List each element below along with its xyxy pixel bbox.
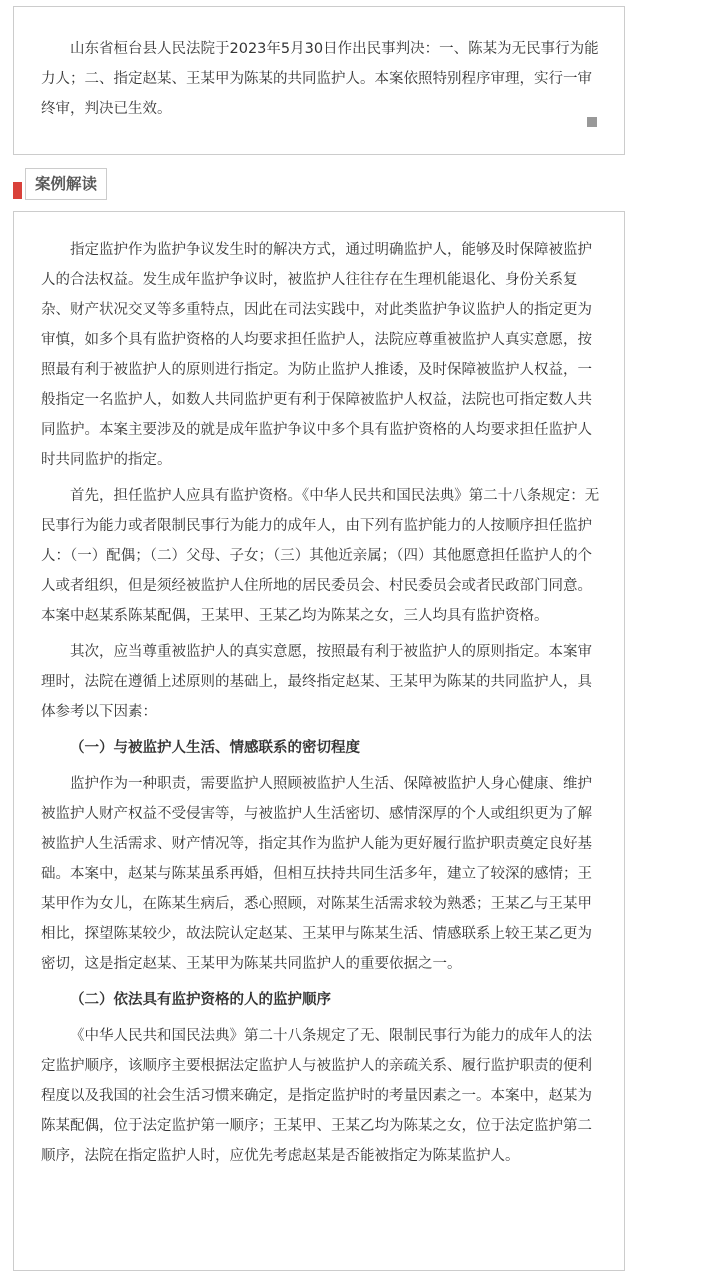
analysis-paragraph-5: 《中华人民共和国民法典》第二十八条规定了无、限制民事行为能力的成年人的法定监护顺序，该顺序主要根据法定监护人与被监护人的亲疏关系、履行监护职责的便利程度以及我国的社会生活习惯来确定，是指定监护时的考量因素之一。本案中，赵某为陈某配偶，位于法定监护第一顺序；王某甲、王某乙均为陈某之女，位于法定监护第二顺序，法院在指定监护人时，应优先考虑赵某是否能被指定为陈某监护人。 bbox=[41, 1028, 592, 1164]
judgment-summary-paragraph: 山东省桓台县人民法院于2023年5月30日作出民事判决：一、陈某为无民事行为能力人；二、指定赵某、王某甲为陈某的共同监护人。本案依照特别程序审理，实行一审终审，判决已生效。 bbox=[41, 41, 599, 117]
analysis-paragraph-3: 其次，应当尊重被监护人的真实意愿，按照最有利于被监护人的原则指定。本案审理时，法院在遵循上述原则的基础上，最终指定赵某、王某甲为陈某的共同监护人，具体参考以下因素： bbox=[41, 644, 592, 720]
analysis-heading-1: （一）与被监护人生活、情感联系的密切程度 bbox=[70, 740, 360, 756]
section-accent-bar bbox=[13, 182, 22, 199]
analysis-heading-2: （二）依法具有监护资格的人的监护顺序 bbox=[70, 992, 331, 1008]
analysis-paragraph-1: 指定监护作为监护争议发生时的解决方式，通过明确监护人，能够及时保障被监护人的合法权益。发生成年监护争议时，被监护人往往存在生理机能退化、身份关系复杂、财产状况交叉等多重特点，因此在司法实践中，对此类监护争议监护人的指定更为审慎，如多个具有监护资格的人均要求担任监护人，法院应尊重被监护人真实意愿，按照最有利于被监护人的原则进行指定。为防止监护人推诿，及时保障被监护人权益，一般指定一名监护人，如数人共同监护更有利于保障被监护人权益，法院也可指定数人共同监护。本案主要涉及的就是成年监护争议中多个具有监护资格的人均要求担任监护人时共同监护的指定。 bbox=[41, 242, 592, 468]
section-title: 案例解读 bbox=[25, 168, 107, 200]
case-analysis-content bbox=[41, 235, 603, 1177]
analysis-paragraph-4: 监护作为一种职责，需要监护人照顾被监护人生活、保障被监护人身心健康、维护被监护人财产权益不受侵害等，与被监护人生活密切、感情深厚的个人或组织更为了解被监护人生活需求、财产情况等，指定其作为监护人能为更好履行监护职责奠定良好基础。本案中，赵某与陈某虽系再婚，但相互扶持共同生活多年，建立了较深的感情；王某甲作为女儿，在陈某生病后，悉心照顾，对陈某生活需求较为熟悉；王某乙与王某甲相比，探望陈某较少，故法院认定赵某、王某甲与陈某生活、情感联系上较王某乙更为密切，这是指定赵某、王某甲为陈某共同监护人的重要依据之一。 bbox=[41, 776, 592, 972]
analysis-paragraph-2: 首先，担任监护人应具有监护资格。《中华人民共和国民法典》第二十八条规定：无民事行为能力或者限制民事行为能力的成年人，由下列有监护能力的人按顺序担任监护人：（一）配偶；（二）父母、子女；（三）其他近亲属；（四）其他愿意担任监护人的个人或者组织，但是须经被监护人住所地的居民委员会、村民委员会或者民政部门同意。本案中赵某系陈某配偶，王某甲、王某乙均为陈某之女，三人均具有监护资格。 bbox=[41, 488, 600, 624]
end-mark-icon bbox=[587, 117, 597, 127]
case-analysis-box bbox=[13, 211, 625, 1271]
judgment-summary-box bbox=[13, 6, 625, 155]
